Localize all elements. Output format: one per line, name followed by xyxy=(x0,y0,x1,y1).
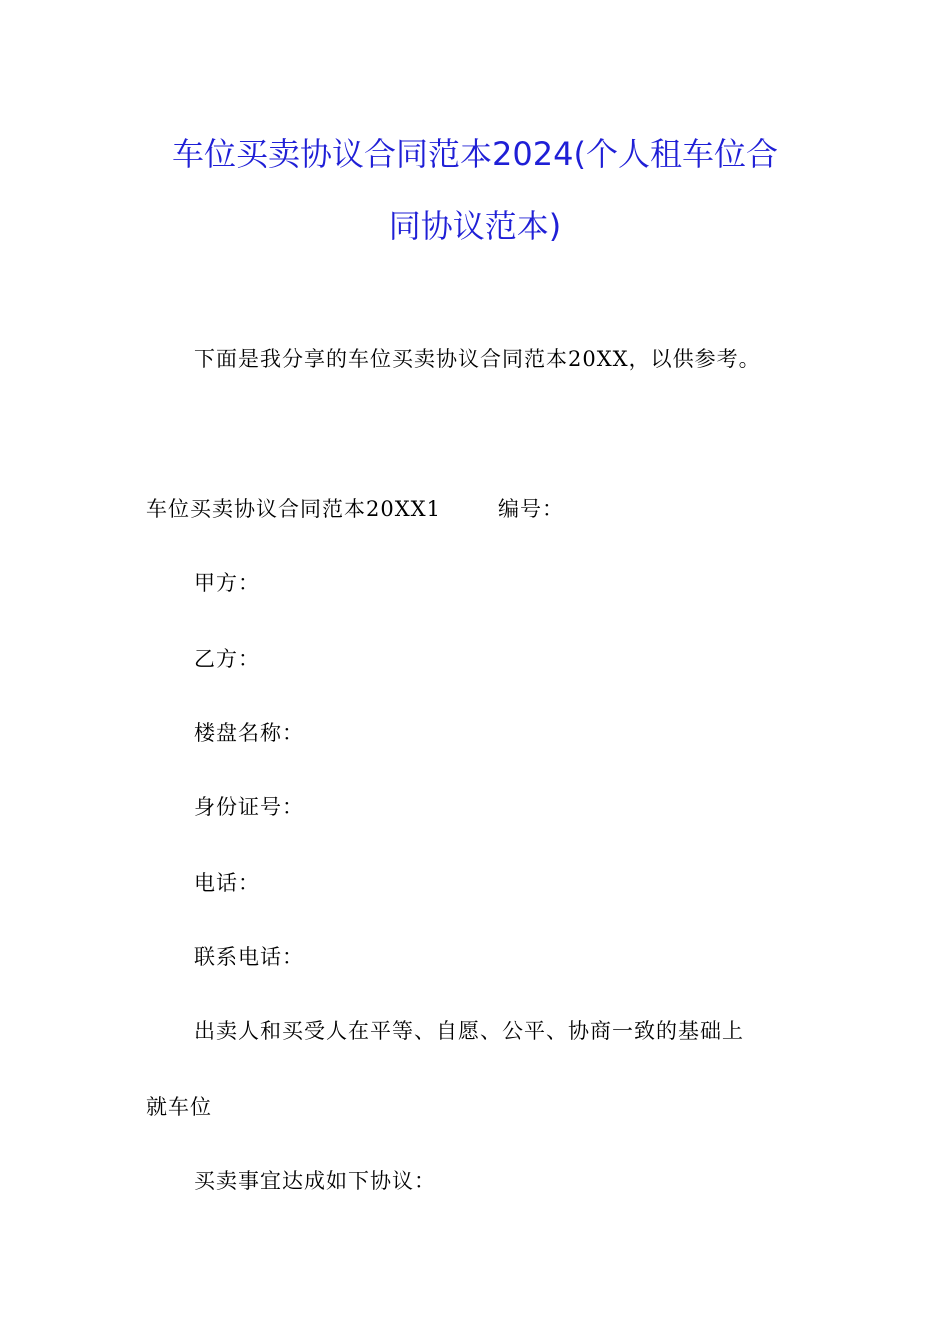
section-header xyxy=(146,494,564,524)
document-title-line2: 同协议范本) xyxy=(388,207,562,245)
phone-label: 电话： xyxy=(194,871,260,895)
id-number-label: 身份证号： xyxy=(194,795,304,819)
party-b-label: 乙方： xyxy=(194,647,260,671)
contact-phone-label: 联系电话： xyxy=(194,945,304,969)
property-name-label: 楼盘名称： xyxy=(194,721,304,745)
agreement-paragraph-line2: 就车位 xyxy=(146,1095,212,1119)
agreement-paragraph-line1: 出卖人和买受人在平等、自愿、公平、协商一致的基础上 xyxy=(194,1019,744,1043)
number-label: 编号： xyxy=(498,497,564,521)
agreement-paragraph-2: 买卖事宜达成如下协议： xyxy=(194,1169,436,1193)
party-a-label: 甲方： xyxy=(194,571,260,595)
section-title: 车位买卖协议合同范本20XX1 xyxy=(146,497,441,521)
document-title-line1: 车位买卖协议合同范本2024(个人租车位合 xyxy=(172,135,778,173)
intro-paragraph: 下面是我分享的车位买卖协议合同范本20XX，以供参考。 xyxy=(194,347,761,371)
